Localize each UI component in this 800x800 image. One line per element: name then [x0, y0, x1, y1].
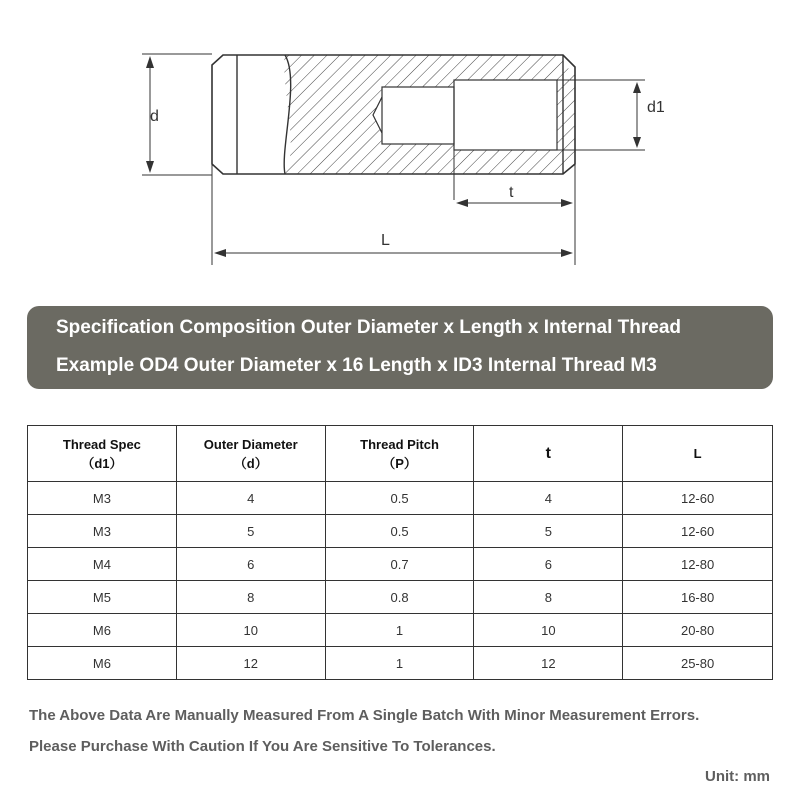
cell-t: 12: [474, 647, 623, 680]
cell-outer-diameter: 6: [176, 548, 325, 581]
cell-thread-spec: M5: [28, 581, 177, 614]
cell-thread-spec: M6: [28, 614, 177, 647]
cell-L: 12-80: [623, 548, 773, 581]
cell-L: 20-80: [623, 614, 773, 647]
cell-outer-diameter: 4: [176, 482, 325, 515]
specification-banner: [27, 306, 773, 389]
banner-line-2: Example OD4 Outer Diameter x 16 Length x ID3 Internal Thread M3: [56, 355, 657, 376]
cell-t: 4: [474, 482, 623, 515]
dowel-pin-drawing: [0, 0, 800, 300]
cell-t: 8: [474, 581, 623, 614]
table-row: [28, 482, 773, 515]
cell-thread-spec: M3: [28, 482, 177, 515]
specification-table: [27, 425, 773, 680]
threaded-hole: [373, 80, 557, 150]
header-thread-spec: Thread Spec （d1）: [28, 426, 177, 482]
cell-L: 12-60: [623, 482, 773, 515]
label-d1: d1: [647, 99, 665, 116]
cell-t: 6: [474, 548, 623, 581]
cell-outer-diameter: 10: [176, 614, 325, 647]
label-d: d: [150, 108, 159, 125]
cell-thread-spec: M3: [28, 515, 177, 548]
header-L: L: [623, 426, 773, 482]
cell-t: 10: [474, 614, 623, 647]
cell-thread-spec: M6: [28, 647, 177, 680]
header-thread-pitch: Thread Pitch （P）: [325, 426, 474, 482]
cell-outer-diameter: 5: [176, 515, 325, 548]
cell-L: 25-80: [623, 647, 773, 680]
cell-thread-pitch: 0.7: [325, 548, 474, 581]
cell-thread-spec: M4: [28, 548, 177, 581]
banner-line-1: Specification Composition Outer Diameter x Length x Internal Thread: [56, 317, 681, 338]
cell-thread-pitch: 1: [325, 647, 474, 680]
table-row: [28, 548, 773, 581]
header-t: t: [474, 426, 623, 482]
cell-outer-diameter: 8: [176, 581, 325, 614]
cell-L: 16-80: [623, 581, 773, 614]
table-row: [28, 581, 773, 614]
caution-note: Please Purchase With Caution If You Are Sensitive To Tolerances.: [29, 738, 496, 755]
header-outer-diameter: Outer Diameter （d）: [176, 426, 325, 482]
table-header-row: [28, 426, 773, 482]
table-row: [28, 515, 773, 548]
cell-outer-diameter: 12: [176, 647, 325, 680]
cell-thread-pitch: 0.5: [325, 482, 474, 515]
table-row: [28, 614, 773, 647]
cell-thread-pitch: 0.5: [325, 515, 474, 548]
measurement-note: The Above Data Are Manually Measured From A Single Batch With Minor Measurement Errors.: [29, 707, 700, 724]
cell-thread-pitch: 0.8: [325, 581, 474, 614]
table-row: [28, 647, 773, 680]
cell-t: 5: [474, 515, 623, 548]
unit-label: Unit: mm: [705, 768, 770, 785]
cell-L: 12-60: [623, 515, 773, 548]
cell-thread-pitch: 1: [325, 614, 474, 647]
label-t: t: [509, 184, 514, 201]
label-L: L: [381, 232, 390, 249]
